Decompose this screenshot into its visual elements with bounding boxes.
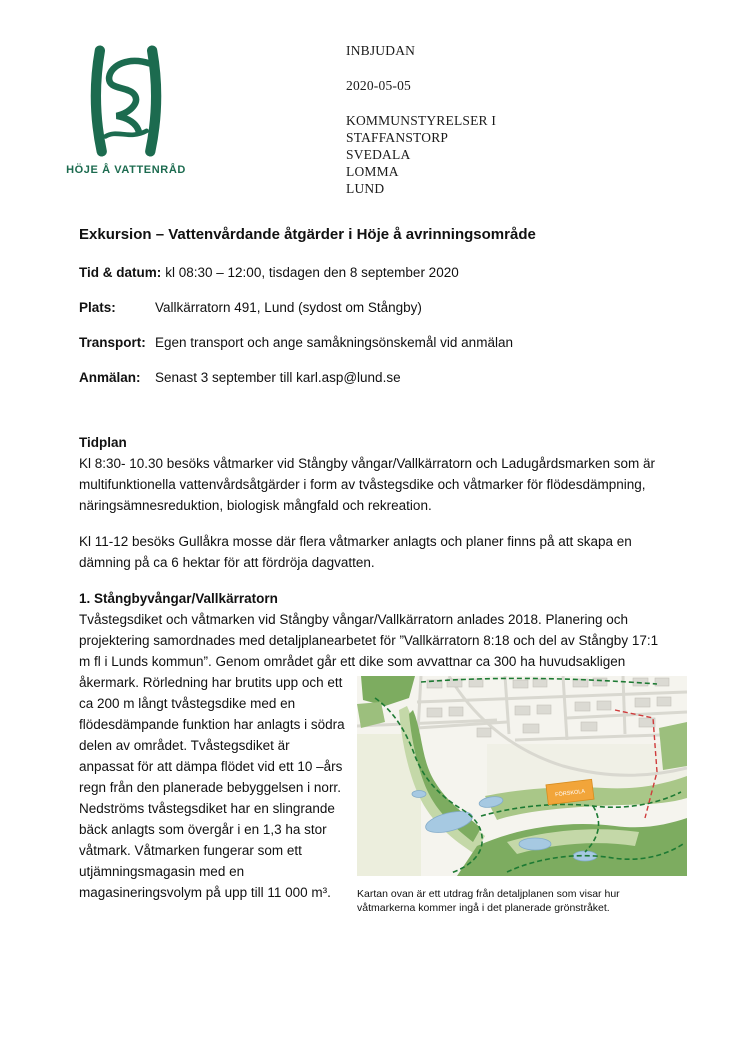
detail-row-anmalan — [79, 367, 667, 388]
recipient-municipality: SVEDALA — [346, 147, 411, 162]
detail-value: Vallkärratorn 491, Lund (sydost om Stångby) — [155, 300, 422, 315]
detail-value: Egen transport och ange samåkningsönskemål vid anmälan — [155, 335, 513, 350]
hoje-a-vattenrad-logo — [58, 44, 194, 176]
section1-wrap-row — [79, 672, 667, 915]
detail-label: Anmälan: — [79, 370, 141, 385]
tidplan-paragraph-2: Kl 11-12 besöks Gullåkra mosse där flera våtmarker anlagts och planer finns på att skapa en dämning på ca 6 hektar för att fördröja dagvatten. — [79, 534, 632, 570]
detail-plan-map — [357, 676, 687, 876]
recipients-intro: KOMMUNSTYRELSER I — [346, 113, 497, 128]
detail-label: Plats: — [79, 300, 116, 315]
letter-header — [346, 42, 496, 197]
recipients-list — [346, 112, 496, 197]
recipient-municipality: LOMMA — [346, 164, 399, 179]
swan-h-emblem-icon — [70, 44, 182, 158]
detail-label: Transport: — [79, 335, 146, 350]
tidplan-paragraph-1: Kl 8:30- 10.30 besöks våtmarker vid Stångby vångar/Vallkärratorn och Ladugårdsmarken som är multifunktionella vattenvårdsåtgärder i form av tvåstegsdike och våtmarker för flödesdämpning, näringsämnesreduktion, biologisk mångfald och rekreation. — [79, 456, 656, 513]
section1-intro-text: Tvåstegsdiket och våtmarken vid Stångby vångar/Vallkärratorn anlades 2018. Planering och projektering samordnades med detaljplanearbetet för ”Vallkärratorn 8:18 och del av Stångby 17:1 m fl i Lunds kommun”. Genom området går ett dike som avvattnar ca 300 ha huvudsakligen — [79, 612, 659, 669]
doc-type: INBJUDAN — [346, 43, 416, 58]
detail-value: Senast 3 september till karl.asp@lund.se — [155, 370, 401, 385]
recipient-municipality: LUND — [346, 181, 385, 196]
detail-row-plats — [79, 297, 667, 318]
recipient-municipality: STAFFANSTORP — [346, 130, 449, 145]
detail-row-tid-datum — [79, 262, 667, 283]
doc-date: 2020-05-05 — [346, 78, 411, 93]
logo-wordmark: HÖJE Å VATTENRÅD — [66, 164, 186, 176]
page-title: Exkursion – Vattenvårdande åtgärder i Höje å avrinningsområde — [79, 226, 536, 243]
tidplan-heading: Tidplan — [79, 435, 127, 450]
section1-side-text-column — [79, 672, 357, 915]
detail-label: Tid & datum: — [79, 265, 162, 280]
detail-value: kl 08:30 – 12:00, tisdagen den 8 september 2020 — [165, 265, 459, 280]
section1-side-text: åkermark. Rörledning har brutits upp och ett ca 200 m långt tvåstegsdike med en flödesdämpande funktion har anlagts i södra delen av området. Tvåstegsdiket är anpassat för att dämpa flödet vid ett 10 –års regn från den planerade bebyggelsen i norr. Nedströms tvåstegsdiket har en slingrande bäck anlagts som övergår i en 1,3 ha stor våtmark. Våtmarken fungerar som ett utjämningsmagasin med en magasineringsvolym på upp till 11 000 m³. — [79, 675, 345, 900]
map-column — [357, 672, 655, 915]
document-body — [79, 224, 667, 915]
map-caption: Kartan ovan är ett utdrag från detaljplanen som visar hur våtmarkerna kommer ingå i det planerade grönstråket. — [357, 888, 620, 914]
forskola-label: FÖRSKOLA — [554, 788, 586, 799]
section1-heading: 1. Stångbyvångar/Vallkärratorn — [79, 591, 278, 606]
detail-row-transport — [79, 332, 667, 353]
